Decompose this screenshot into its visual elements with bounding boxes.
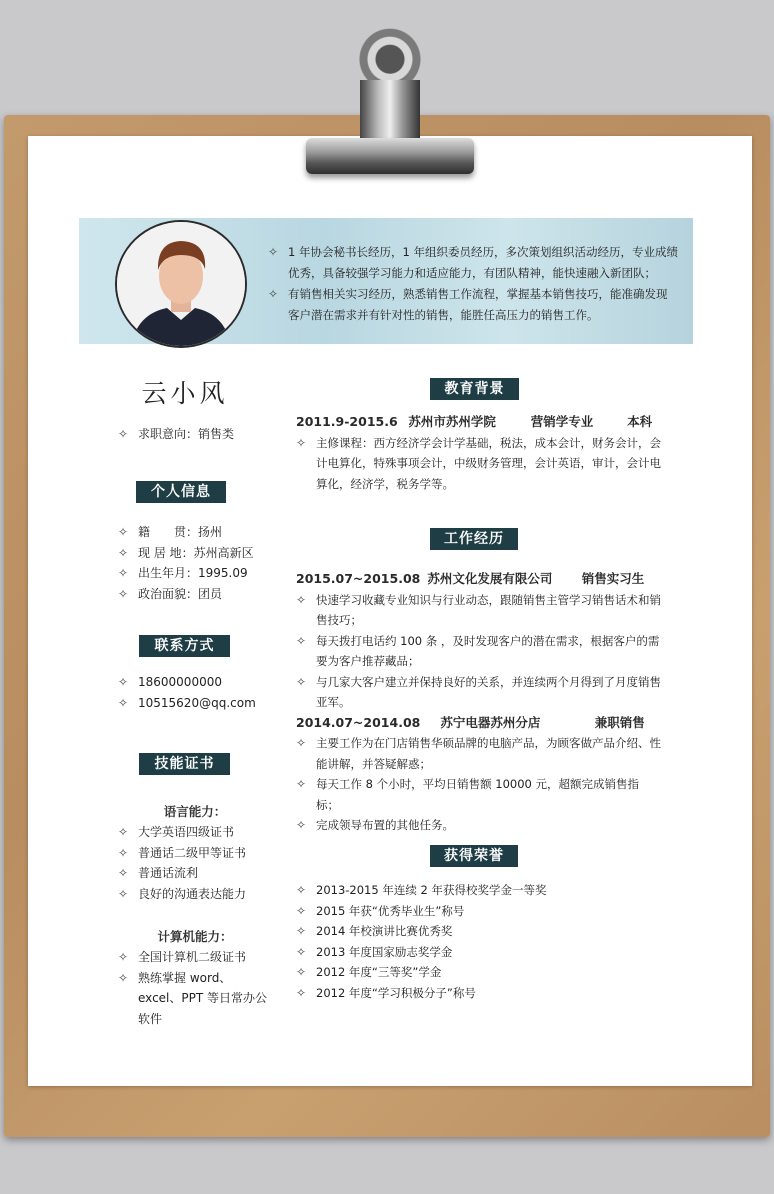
honors-heading: 获得荣誉: [430, 845, 518, 867]
company-name: 苏州文化发展有限公司: [427, 571, 553, 586]
phone-number: ✧ 18600000000: [118, 672, 256, 693]
job-header-row: [296, 713, 661, 734]
job-duty: ✧ 完成领导布置的其他任务。: [296, 815, 661, 836]
job-duty: ✧ 每天工作 8 个小时，平均日销售额 10000 元，超额完成销售指标；: [296, 774, 661, 815]
skill-item: ✧ 普通话流利: [118, 863, 246, 884]
summary-item: ✧ 有销售相关实习经历，熟悉销售工作流程，掌握基本销售技巧，能准确发现客户潜在需求并有针对性的销售，能胜任高压力的销售工作。: [268, 284, 678, 326]
email-address: ✧ 10515620@qq.com: [118, 693, 256, 714]
degree: 本科: [627, 414, 653, 429]
honor-item: ✧ 2014 年校演讲比赛优秀奖: [296, 921, 661, 942]
job-duty: ✧ 主要工作为在门店销售华硕品牌的电脑产品，为顾客做产品介绍、性能讲解，并答疑解惑；: [296, 733, 661, 774]
job-period: 2014.07~2014.08: [296, 714, 421, 730]
work-section: [296, 569, 661, 836]
education-courses: ✧ 主修课程：西方经济学会计学基础，税法，成本会计，财务会计，会计电算化，特殊事项会计，中级财务管理，会计英语，审计，会计电算化，经济学，税务学等。: [296, 433, 661, 495]
personal-info-item: ✧ 政治面貌：团员: [118, 584, 254, 605]
language-skills-title: 语言能力：: [163, 804, 227, 819]
honor-item: ✧ 2015 年获“优秀毕业生”称号: [296, 901, 661, 922]
candidate-name: 云小风: [141, 379, 229, 408]
skill-item: ✧ 普通话二级甲等证书: [118, 843, 246, 864]
contact-heading: 联系方式: [139, 635, 230, 657]
skill-item: ✧ 大学英语四级证书: [118, 822, 246, 843]
education-header-row: [296, 412, 661, 433]
honor-item: ✧ 2013 年度国家励志奖学金: [296, 942, 661, 963]
honors-list: [296, 880, 661, 1003]
job-intention: ✧ 求职意向：销售类: [118, 424, 234, 445]
education-period: 2011.9-2015.6: [296, 414, 398, 429]
personal-info-item: ✧ 现 居 地：苏州高新区: [118, 543, 254, 564]
job-header-row: [296, 569, 661, 590]
profile-photo: [115, 220, 247, 348]
skill-item: ✧ 良好的沟通表达能力: [118, 884, 246, 905]
job-period: 2015.07~2015.08: [296, 571, 421, 586]
summary-item: ✧ 1 年协会秘书长经历，1 年组织委员经历，多次策划组织活动经历，专业成绩优秀，具备较强学习能力和适应能力，有团队精神，能快速融入新团队；: [268, 242, 678, 284]
personal-info-heading: 个人信息: [136, 481, 226, 503]
honor-item: ✧ 2012 年度“学习积极分子”称号: [296, 983, 661, 1004]
job-role: 兼职销售: [594, 714, 645, 730]
work-heading: 工作经历: [430, 528, 518, 550]
honor-item: ✧ 2013-2015 年连续 2 年获得校奖学金一等奖: [296, 880, 661, 901]
job-duty: ✧ 与几家大客户建立并保持良好的关系，并连续两个月得到了月度销售亚军。: [296, 672, 661, 713]
contact-list: [118, 672, 256, 713]
education-section: [296, 412, 661, 494]
job-role: 销售实习生: [581, 571, 645, 586]
school-name: 苏州市苏州学院: [408, 414, 496, 429]
job-duty: ✧ 快速学习收藏专业知识与行业动态，跟随销售主管学习销售话术和销售技巧；: [296, 590, 661, 631]
skill-item: ✧ 熟练掌握 word、excel、PPT 等日常办公软件: [118, 968, 268, 1030]
job-duty: ✧ 每天拨打电话约 100 条 ，及时发现客户的潜在需求，根据客户的需要为客户推荐藏品；: [296, 631, 661, 672]
skills-heading: 技能证书: [139, 753, 230, 775]
language-skills-list: [118, 822, 246, 904]
binder-clip-body: [360, 80, 420, 142]
personal-info-item: ✧ 籍 贯：扬州: [118, 522, 254, 543]
education-heading: 教育背景: [430, 378, 519, 400]
honor-item: ✧ 2012 年度“三等奖”学金: [296, 962, 661, 983]
personal-info-item: ✧ 出生年月：1995.09: [118, 563, 254, 584]
company-name: 苏宁电器苏州分店: [440, 714, 541, 730]
major: 营销学专业: [530, 414, 594, 429]
personal-info-list: [118, 522, 254, 604]
computer-skills-title: 计算机能力：: [157, 929, 233, 944]
binder-clip: [306, 138, 474, 174]
computer-skills-list: [118, 947, 268, 1029]
summary-list: [268, 242, 678, 326]
skill-item: ✧ 全国计算机二级证书: [118, 947, 268, 968]
